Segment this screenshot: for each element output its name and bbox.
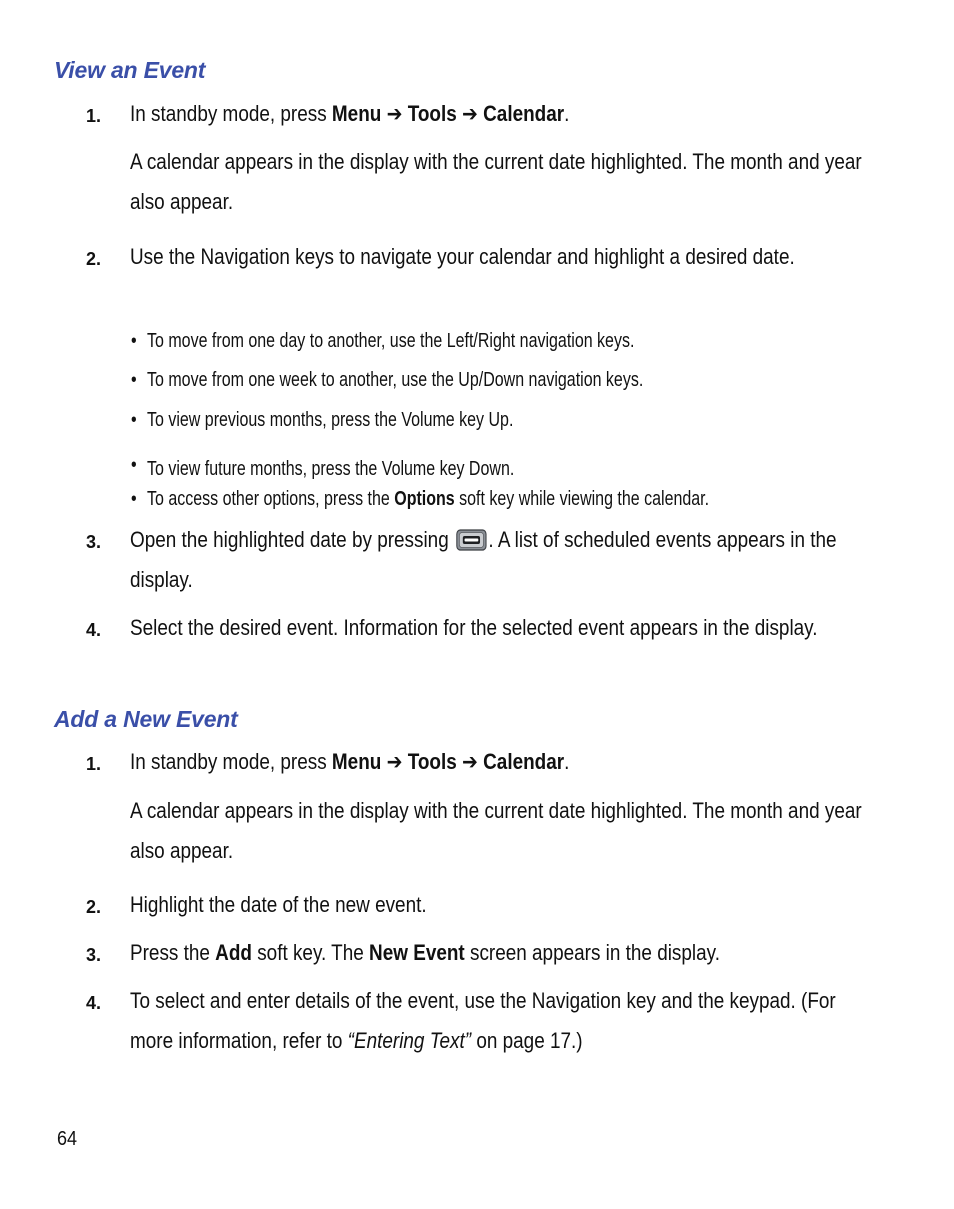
step-text: To select and enter details of the event, use the Navigation key and the keypad. (For more information, refer to “Entering Text” on page 17.)	[130, 988, 836, 1053]
step-number: 4.	[86, 993, 102, 1013]
step-description: A calendar appears in the display with the current date highlighted. The month and year also appear.	[130, 149, 862, 214]
bullet-item: • To move from one week to another, use the Up/Down navigation keys.	[131, 369, 644, 391]
step-number: 2.	[86, 897, 102, 917]
step-text: Use the Navigation keys to navigate your calendar and highlight a desired date.	[130, 244, 795, 269]
section-heading-add-event: Add a New Event	[54, 706, 238, 732]
step-text: Highlight the date of the new event.	[130, 892, 427, 917]
section-heading-view-event: View an Event	[54, 57, 206, 83]
step-description: A calendar appears in the display with the current date highlighted. The month and year also appear.	[130, 798, 862, 863]
ok-key-icon	[456, 524, 487, 546]
step-number: 3.	[86, 532, 102, 552]
step-number: 1.	[86, 106, 102, 126]
step-text: Open the highlighted date by pressing . A list of scheduled events appears in the display.	[130, 520, 865, 600]
bullet-item: • To view previous months, press the Volume key Up.	[131, 409, 514, 431]
step-text: In standby mode, press Menu ➔ Tools ➔ Calendar.	[130, 101, 570, 126]
step-number: 3.	[86, 945, 102, 965]
bullet-item: • To access other options, press the Options soft key while viewing the calendar.	[131, 488, 710, 510]
step-number: 1.	[86, 754, 102, 774]
step-text: In standby mode, press Menu ➔ Tools ➔ Calendar.	[130, 749, 570, 774]
step-text: Press the Add soft key. The New Event screen appears in the display.	[130, 940, 720, 965]
cross-reference: “Entering Text”	[347, 1028, 472, 1053]
page-number: 64	[57, 1128, 78, 1150]
bullet-item: • To move from one day to another, use the Left/Right navigation keys.	[131, 330, 635, 352]
step-text: Select the desired event. Information for the selected event appears in the display.	[130, 615, 818, 640]
step-number: 4.	[86, 620, 102, 640]
step-number: 2.	[86, 249, 102, 269]
bullet-item: • To view future months, press the Volume key Down.	[131, 454, 515, 480]
